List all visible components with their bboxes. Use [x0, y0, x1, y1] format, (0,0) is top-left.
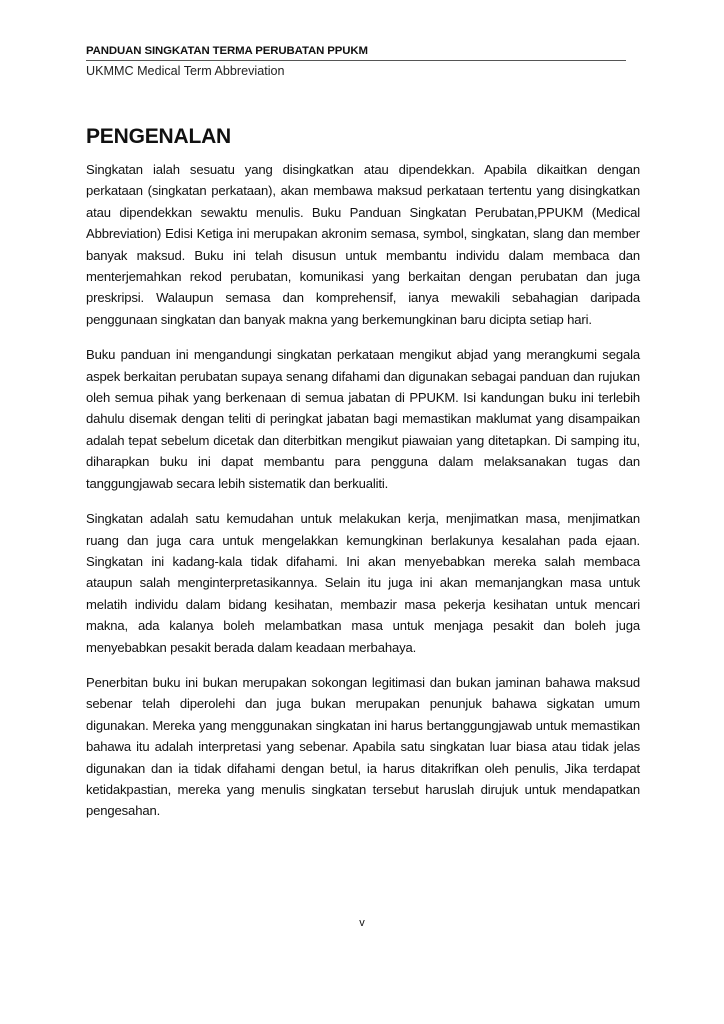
- running-header: [86, 44, 626, 80]
- paragraph-3: Singkatan adalah satu kemudahan untuk melakukan kerja, menjimatkan masa, menjimatkan ruang dan juga cara untuk mengelakkan kemungkinan berlakunya kesalahan pada ejaan. Singkatan ini kadang-kala tidak difahami. Ini akan menyebabkan mereka salah membaca ataupun salah menginterpretasikannya. Selain itu juga ini akan memanjangkan masa untuk melatih individu dalam bidang kesihatan, membazir masa pekerja kesihatan untuk mencari makna, ada kalanya boleh melambatkan masa untuk menjaga pesakit dan boleh juga menyebabkan pesakit berada dalam keadaan merbahaya.: [86, 511, 640, 655]
- page-number: v: [359, 917, 365, 929]
- paragraph-1: Singkatan ialah sesuatu yang disingkatkan atau dipendekkan. Apabila dikaitkan dengan perkataan (singkatan perkataan), akan membawa maksud perkataan tertentu yang disingkatkan atau dipendekkan sewaktu menulis. Buku Panduan Singkatan Perubatan,PPUKM (Medical Abbreviation) Edisi Ketiga ini merupakan akronim semasa, symbol, singkatan, slang dan member banyak maksud. Buku ini telah disusun untuk membantu individu dalam membaca dan menterjemahkan rekod perubatan, komunikasi yang berkaitan dengan perubatan dan juga preskripsi. Walaupun semasa dan komprehensif, ianya mewakili sebahagian daripada penggunaan singkatan dan banyak makna yang berkemungkinan baru dicipta setiap hari.: [86, 162, 640, 327]
- header-subtitle: UKMMC Medical Term Abbreviation: [86, 64, 285, 78]
- body-text: [86, 159, 640, 836]
- paragraph-2: Buku panduan ini mengandungi singkatan perkataan mengikut abjad yang merangkumi segala aspek berkaitan perubatan supaya senang difahami dan digunakan sebagai panduan dan rujukan oleh semua pihak yang berkenaan di semua jabatan di PPUKM. Isi kandungan buku ini terlebih dahulu disemak dengan teliti di peringkat jabatan bagi memastikan maklumat yang disampaikan adalah tepat sebelum dicetak dan diterbitkan mengikut piawaian yang ditetapkan. Di samping itu, diharapkan buku ini dapat membantu para pengguna dalam melaksanakan tugas dan tanggungjawab secara lebih sistematik dan berkualiti.: [86, 347, 640, 491]
- paragraph-4: Penerbitan buku ini bukan merupakan sokongan legitimasi dan bukan jaminan bahawa maksud sebenar telah diperolehi dan juga bukan merupakan penunjuk bahawa sigkatan umum digunakan. Mereka yang menggunakan singkatan ini harus bertanggungjawab untuk memastikan bahawa itu adalah interpretasi yang sebenar. Apabila satu singkatan luar biasa atau tidak jelas digunakan dan ia tidak difahami dengan betul, ia harus ditakrifkan oleh penulis, Jika terdapat ketidakpastian, mereka yang menulis singkatan tersebut haruslah dirujuk untuk mendapatkan pengesahan.: [86, 674, 640, 819]
- header-title: PANDUAN SINGKATAN TERMA PERUBATAN PPUKM: [86, 44, 626, 61]
- section-heading: PENGENALAN: [86, 125, 232, 148]
